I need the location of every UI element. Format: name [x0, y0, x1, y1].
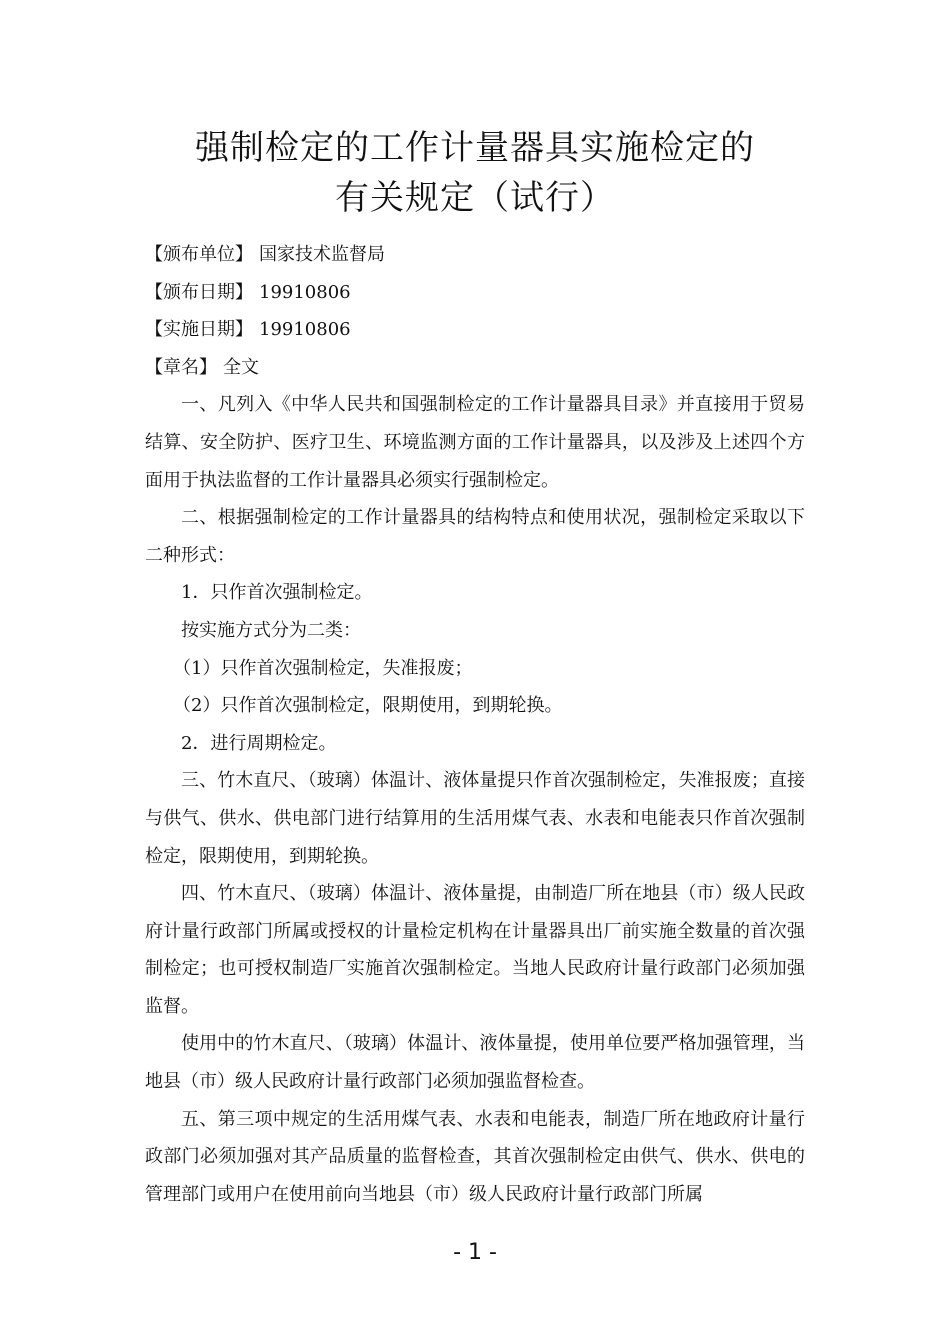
paragraph-5: 五、第三项中规定的生活用煤气表、水表和电能表，制造厂所在地政府计量行政部门必须加强对其产品质量的监督检查，其首次强制检定由供气、供水、供电的管理部门或用户在使用前向当地县（市）级人民政府计量行政部门所属 — [145, 1108, 805, 1205]
document-title-line2: 有关规定（试行） — [335, 178, 615, 218]
paragraph-2-item-1-note: 按实施方式分为二类： — [181, 619, 361, 641]
meta-issuer — [145, 236, 805, 274]
meta-chapter-value: 全文 — [223, 356, 259, 378]
paragraph-2-item-2: 2．进行周期检定。 — [181, 732, 337, 754]
meta-effective-date-value: 19910806 — [259, 319, 351, 341]
paragraph-4-continued: 使用中的竹木直尺、（玻璃）体温计、液体量提，使用单位要严格加强管理，当地县（市）级人民政府计量行政部门必须加强监督检查。 — [145, 1033, 805, 1093]
paragraph-2-item-1-type-1: （1）只作首次强制检定，失准报废； — [173, 657, 473, 679]
paragraph-1: 一、凡列入《中华人民共和国强制检定的工作计量器具目录》并直接用于贸易结算、安全防护、医疗卫生、环境监测方面的工作计量器具，以及涉及上述四个方面用于执法监督的工作计量器具必须实行强制检定。 — [145, 394, 805, 491]
meta-chapter-label: 【章名】 — [145, 356, 217, 378]
meta-issuer-value: 国家技术监督局 — [259, 244, 385, 265]
meta-issue-date-label: 【颁布日期】 — [145, 281, 253, 303]
meta-effective-date — [145, 311, 805, 349]
meta-issue-date — [145, 274, 805, 312]
paragraph-3: 三、竹木直尺、（玻璃）体温计、液体量提只作首次强制检定，失准报废；直接与供气、供水、供电部门进行结算用的生活用煤气表、水表和电能表只作首次强制检定，限期使用，到期轮换。 — [145, 770, 805, 867]
meta-chapter — [145, 349, 805, 387]
document-title-line1: 强制检定的工作计量器具实施检定的 — [195, 128, 755, 168]
paragraph-4: 四、竹木直尺、（玻璃）体温计、液体量提，由制造厂所在地县（市）级人民政府计量行政部门所属或授权的计量检定机构在计量器具出厂前实施全数量的首次强制检定；也可授权制造厂实施首次强制检定。当地人民政府计量行政部门必须加强监督。 — [145, 883, 805, 1017]
meta-issuer-label: 【颁布单位】 — [145, 244, 253, 265]
meta-effective-date-label: 【实施日期】 — [145, 319, 253, 341]
meta-issue-date-value: 19910806 — [259, 281, 351, 303]
document-body — [145, 236, 805, 1213]
paragraph-2: 二、根据强制检定的工作计量器具的结构特点和使用状况，强制检定采取以下二种形式： — [145, 507, 805, 566]
page-number: - 1 - — [453, 1240, 497, 1265]
paragraph-2-item-1: 1．只作首次强制检定。 — [181, 582, 373, 604]
paragraph-2-item-1-type-2: （2）只作首次强制检定，限期使用，到期轮换。 — [173, 695, 563, 717]
